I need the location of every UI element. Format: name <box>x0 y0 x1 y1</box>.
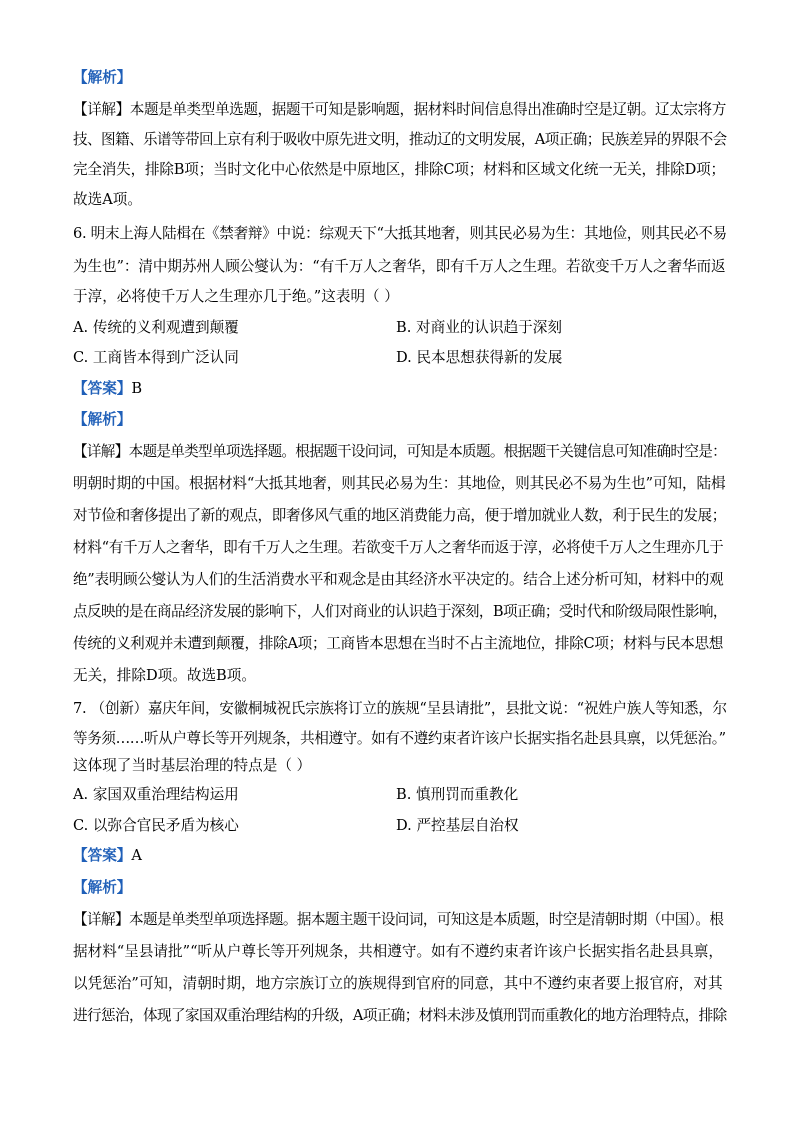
detail-line: 【详解】本题是单类型单项选择题。根据题干设问词，可知是本质题。根据题干关键信息可知准确时空是： <box>73 443 727 460</box>
option-a: A. 传统的义利观遭到颠覆 <box>73 319 239 336</box>
question-stem-line: 于淳，必将使千万人之生理亦几于绝。”这表明（ ） <box>73 288 399 305</box>
question-stem-line: 6. 明末上海人陆楫在《禁奢辩》中说：综观天下“大抵其地奢，则其民必易为生：其地俭，则其民必不易 <box>73 225 727 242</box>
detail-line: 绝”表明顾公燮认为人们的生活消费水平和观念是由其经济水平决定的。结合上述分析可知，材料中的观 <box>73 571 724 588</box>
detail-line: 【详解】本题是单类型单选题，据题干可知是影响题，据材料时间信息得出准确时空是辽朝。辽太宗将方 <box>73 101 726 118</box>
question-stem-line: 为生也”：清中期苏州人顾公燮认为：“有千万人之奢华，即有千万人之生理。若欲变千万人之奢华而返 <box>73 258 726 275</box>
option-c: C. 以弥合官民矛盾为核心 <box>73 817 239 834</box>
analysis-tag: 【解析】 <box>73 69 132 86</box>
answer-row <box>73 846 142 866</box>
detail-line: 以凭惩治”可知，清朝时期，地方宗族订立的族规得到官府的同意，其中不遵约束者要上报官府，对其 <box>73 975 723 992</box>
question-stem-line: 等务须……听从户尊长等开列规条，共相遵守。如有不遵约束者许该户长据实指名赴县具禀，以凭惩治。” <box>73 730 726 747</box>
detail-line: 点反映的是在商品经济发展的影响下，人们对商业的认识趋于深刻，B项正确；受时代和阶级局限性影响， <box>73 603 727 620</box>
question-stem-line: 7. （创新）嘉庆年间，安徽桐城祝氏宗族将订立的族规“呈县请批”，县批文说：“祝姓户族人等知悉，尔 <box>73 700 727 717</box>
option-a: A. 家国双重治理结构运用 <box>73 786 239 803</box>
detail-line: 无关，排除D项。故选B项。 <box>73 667 256 684</box>
option-d: D. 严控基层自治权 <box>396 817 519 834</box>
detail-line: 故选A项。 <box>73 191 142 208</box>
detail-line: 明朝时期的中国。根据材料“大抵其地奢，则其民必易为生：其地俭，则其民必不易为生也”可知，陆楫 <box>73 475 726 492</box>
option-d: D. 民本思想获得新的发展 <box>396 349 563 366</box>
answer-tag: 【答案】 <box>73 380 132 397</box>
detail-line: 进行惩治，体现了家国双重治理结构的升级，A项正确；材料未涉及慎刑罚而重教化的地方治理特点，排除 <box>73 1007 727 1024</box>
answer-value: B <box>131 380 143 397</box>
answer-tag: 【答案】 <box>73 847 132 864</box>
detail-line: 对节俭和奢侈提出了新的观点，即奢侈风气重的地区消费能力高，便于增加就业人数，利于民生的发展； <box>73 507 726 524</box>
detail-line: 【详解】本题是单类型单项选择题。据本题主题干设问词，可知这是本质题，时空是清朝时期（中国）。根 <box>73 911 724 928</box>
analysis-tag: 【解析】 <box>73 879 132 896</box>
option-b: B. 对商业的认识趋于深刻 <box>396 319 562 336</box>
question-stem-line: 这体现了当时基层治理的特点是（ ） <box>73 757 312 774</box>
option-b: B. 慎刑罚而重教化 <box>396 786 519 803</box>
detail-line: 完全消失，排除B项；当时文化中心依然是中原地区，排除C项；材料和区域文化统一无关，排除D项； <box>73 161 725 178</box>
analysis-tag: 【解析】 <box>73 411 132 428</box>
detail-line: 材料“有千万人之奢华，即有千万人之生理。若欲变千万人之奢华而返于淳，必将使千万人之生理亦几于 <box>73 539 724 556</box>
answer-row <box>73 379 142 399</box>
detail-line: 据材料“呈县请批”“听从户尊长等开列规条，共相遵守。如有不遵约束者许该户长据实指名赴县具禀， <box>73 943 723 960</box>
detail-line: 技、图籍、乐谱等带回上京有利于吸收中原先进文明，推动辽的文明发展，A项正确；民族差异的界限不会 <box>73 131 727 148</box>
detail-line: 传统的义利观并未遭到颠覆，排除A项；工商皆本思想在当时不占主流地位，排除C项；材料与民本思想 <box>73 635 724 652</box>
answer-value: A <box>131 847 142 864</box>
option-c: C. 工商皆本得到广泛认同 <box>73 349 239 366</box>
